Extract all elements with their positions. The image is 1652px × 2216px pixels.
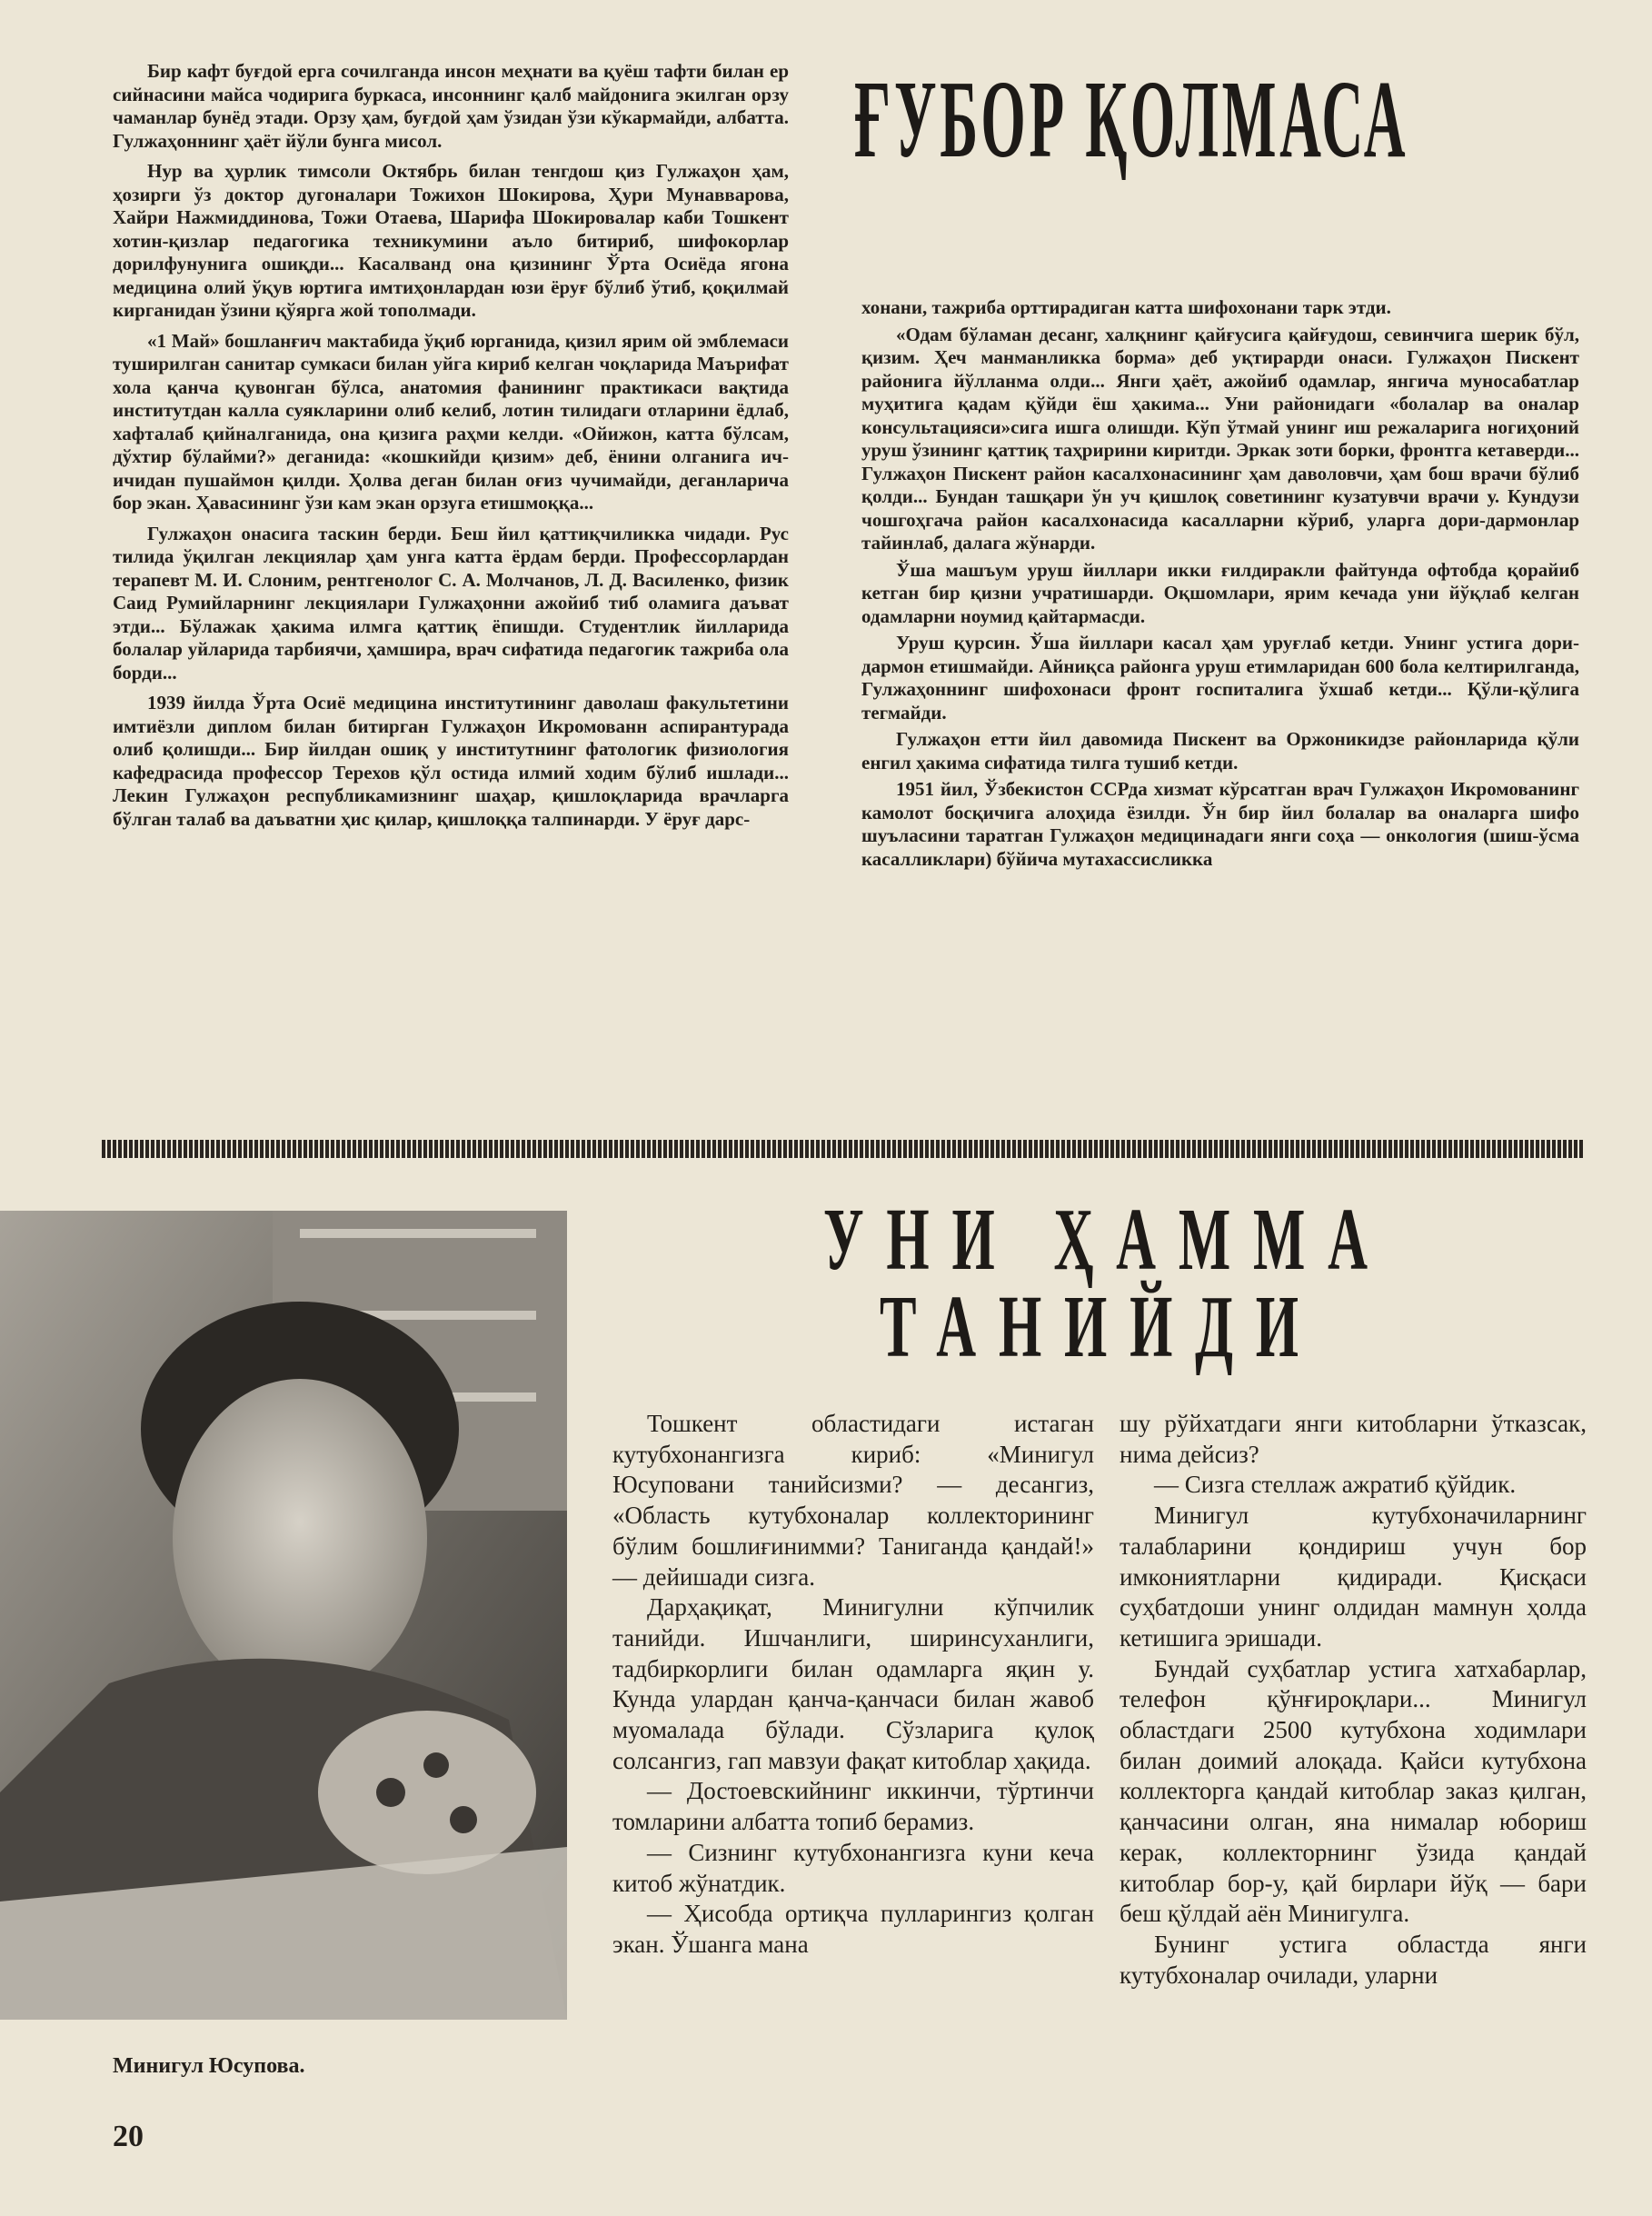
paragraph: — Достоевскийнинг иккинчи, тўртинчи томларини албатта топиб берамиз. bbox=[612, 1777, 1094, 1836]
paragraph: 1951 йил, Ўзбекистон ССРда хизмат кўрсатган врач Гулжаҳон Икромованинг камолот босқичига алоҳида ёзилди. Ўн бир йил болалар ва оналарга шифо шуъласини таратган Гулжаҳон медицинадаги янги соҳа — онкология (шиш-ўсма касалликлари) бўйича мутахассисликка bbox=[861, 778, 1579, 870]
bottom-article-title-line1: УНИ ҲАММА bbox=[823, 1191, 1390, 1289]
paragraph: хонани, тажриба орттирадиган катта шифохонани тарк этди. bbox=[861, 296, 1391, 318]
paragraph: Уруш қурсин. Ўша йиллари касал ҳам уруғлаб кетди. Унинг устига дори-дармон етишмайди. Айниқса районга уруш етимларидан 600 бола келтирилганда, Гулжаҳоннинг шифохонаси фронт госпиталига ўхшаб кетди... Қўли-қўлига тегмайди. bbox=[861, 632, 1579, 724]
paragraph: — Ҳисобда ортиқча пулларингиз қолган экан. Ўшанга мана bbox=[612, 1900, 1094, 1958]
paragraph: Нур ва ҳурлик тимсоли Октябрь билан тенгдош қиз Гулжаҳон ҳам, ҳозирги ўз доктор дугоналари Тожихон Шокирова, Ҳури Мунавварова, Хайри Нажмиддинова, Тожи Отаева, Шарифа Шокировалар каби Тошкент хотин-қизлар педагогика техникумини аъло битириб, шифокорлар дорилфунунига ошиқди... Касалванд она қизининг Ўрта Осиёда ягона медицина олий ўқув юртига имтиҳонлардан юзи ёруғ бўлиб ўтиб, қоқилмай кирганидан ўзини қўярга жой тополмади. bbox=[113, 160, 789, 321]
paragraph: 1939 йилда Ўрта Осиё медицина институтининг даволаш факультетини имтиёзли диплом билан битирган Гулжаҳон Икромованн аспирантурада олиб қолишди... Бир йилдан ошиқ у институтнинг фатологик физиология кафедрасида профессор Терехов қўл остида илмий ходим бўлиб ишлади... Лекин Гулжаҳон республикамизнинг шаҳар, қишлоқларида врачларга бўлган талаб ва даъватни ҳис қилар, қишлоққа талпинарди. У ёруғ дарс- bbox=[113, 692, 789, 830]
paragraph: Бир кафт буғдой ерга сочилганда инсон меҳнати ва қуёш тафти билан ер сийнасини майса чодирига буркаса, инсоннинг қалб майдонига экилган орзу чаманлар бунёд этади. Орзу ҳам, буғдой ҳам ўзидан ўзи кўкармайди, албатта. Гулжаҳоннинг ҳаёт йўли бунга мисол. bbox=[113, 60, 789, 152]
paragraph: Гулжаҳон етти йил давомида Пискент ва Оржоникидзе районларида қўли енгил ҳакима сифатида тилга тушиб кетди. bbox=[861, 728, 1579, 774]
paragraph: Тошкент областидаги истаган кутубхонангизга кириб: «Минигул Юсуповани танийсизми? — десангиз, «Область кутубхоналар коллекторининг бўлим бошлиғинимми? Таниганда қандай!» — дейишади сизга. bbox=[612, 1410, 1094, 1591]
paragraph: Гулжаҳон онасига таскин берди. Беш йил қаттиқчиликка чидади. Рус тилида ўқилган лекциялар ҳам унга катта ёрдам берди. Профессорлардан терапевт М. И. Слоним, рентгенолог С. А. Молчанов, Л. Д. Василенко, физик Саид Румийларнинг лекциялари Гулжаҳонни ажойиб тиб оламига даъват этди... Бўлажак ҳакима илмга қаттиқ ёпишди. Студентлик йилларида болалар уйларида тарбиячи, ҳамшира, врач сифатида педагогик тажриба ола борди... bbox=[113, 522, 789, 684]
top-article-title: ҒУБОР ҚОЛМАСА bbox=[854, 58, 1409, 181]
section-divider bbox=[102, 1140, 1585, 1158]
photo-caption: Минигул Юсупова. bbox=[113, 2054, 305, 2078]
portrait-photo bbox=[0, 1211, 567, 2020]
portrait-image bbox=[0, 1211, 567, 2020]
paragraph: шу рўйхатдаги янги китобларни ўтказсак, нима дейсиз? bbox=[1120, 1410, 1587, 1468]
paragraph: «Одам бўламан десанг, халқнинг қайғусига қайғудош, севинчига шерик бўл, қизим. Ҳеч манманликка борма» деб уқтирарди онаси. Гулжаҳон Пискент районига йўлланма олди... Янги ҳаёт, ажойиб одамлар, янгича муносабатлар муҳитига қадам қўйди ёш ҳакима... Уни районидаги «болалар ва оналар консультацияси»сига ишга олишди. Кўп ўтмай унинг иш режаларига ногиҳоний уруш ўзининг қаттиқ таҳририни киритди. Эркак зоти борки, фронтга кетаверди... Гулжаҳон Пискент район касалхонасининг ҳам даволовчи, ҳам бош врачи бўлиб қолди... Бундан ташқари ўн уч қишлоқ советининг кузатувчи врачи у. Кундузи чошгоҳгача район касалхонасида касалларни кўриб, уларга дори-дармонлар тайинлаб, далага жўнарди. bbox=[861, 323, 1579, 554]
paragraph: — Сизга стеллаж ажратиб қўйдик. bbox=[1154, 1471, 1517, 1499]
paragraph: «1 Май» бошланғич мактабида ўқиб юрганида, қизил ярим ой эмблемаси туширилган санитар сумкаси билан уйга кириб келган чоқларида Маърифат хола қанча қувонган бўлса, анатомия фанининг практикаси вақтида институтдан калла суякларини олиб келиб, лотин тилидаги отларини ёдлаб, хафталаб қийналганида, она қизига раҳми келди. «Ойижон, катта бўлсам, дўхтир бўлайми?» деганида: «кошкийди қизим» деб, ёнини олганига ич-ичидан пушаймон қилди. Ҳолва деган билан оғиз чучимайди, деганларича бор экан. Ҳавасининг ўзи кам экан орзуга етишмоққа... bbox=[113, 329, 789, 514]
paragraph: Дарҳақиқат, Минигулни кўпчилик танийди. Ишчанлиги, ширинсуханлиги, тадбиркорлиги билан одамларга яқин у. Кунда улардан қанча-қанчаси билан жавоб муомалада бўлади. Сўзларига қулоқ солсангиз, гап мавзуи фақат китоблар ҳақида. bbox=[612, 1593, 1094, 1774]
paragraph: — Сизнинг кутубхонангизга куни кеча китоб жўнатдик. bbox=[612, 1838, 1094, 1897]
top-left-column bbox=[113, 60, 789, 831]
paragraph: Бунинг устига областда янги кутубхоналар очилади, уларни bbox=[1120, 1930, 1587, 1989]
bottom-left-column bbox=[612, 1409, 1094, 1961]
top-right-column bbox=[861, 296, 1579, 871]
paragraph: Бундай суҳбатлар устига хатхабарлар, телефон қўнғироқлари... Минигул областдаги 2500 кутубхона ходимлари билан доимий алоқада. Қайси кутубхона коллекторга қандай китоблар заказ қилган, қанчасини олган, яна нималар юбориш керак, коллекторнинг ўзида қандай китоблар бор-у, қай бирлари йўқ — бари беш қўлдай аён Минигулга. bbox=[1120, 1654, 1587, 1928]
bottom-right-column bbox=[1120, 1409, 1587, 1991]
paragraph: Ўша машъум уруш йиллари икки ғилдиракли файтунда офтобда қорайиб кетган бир қизни учратишарди. Оқшомлари, ярим кечада уни йўқлаб келган одамларни ноумид қайтармасди. bbox=[861, 558, 1579, 627]
bottom-article-title-line2: ТАНИЙДИ bbox=[880, 1278, 1321, 1376]
paragraph: Минигул кутубхоначиларнинг талабларини қондириш учун бор имкониятларни қидиради. Қисқаси суҳбатдоши унинг олдидан мамнун ҳолда кетишига эришади. bbox=[1120, 1502, 1587, 1652]
page-number: 20 bbox=[113, 2120, 144, 2153]
